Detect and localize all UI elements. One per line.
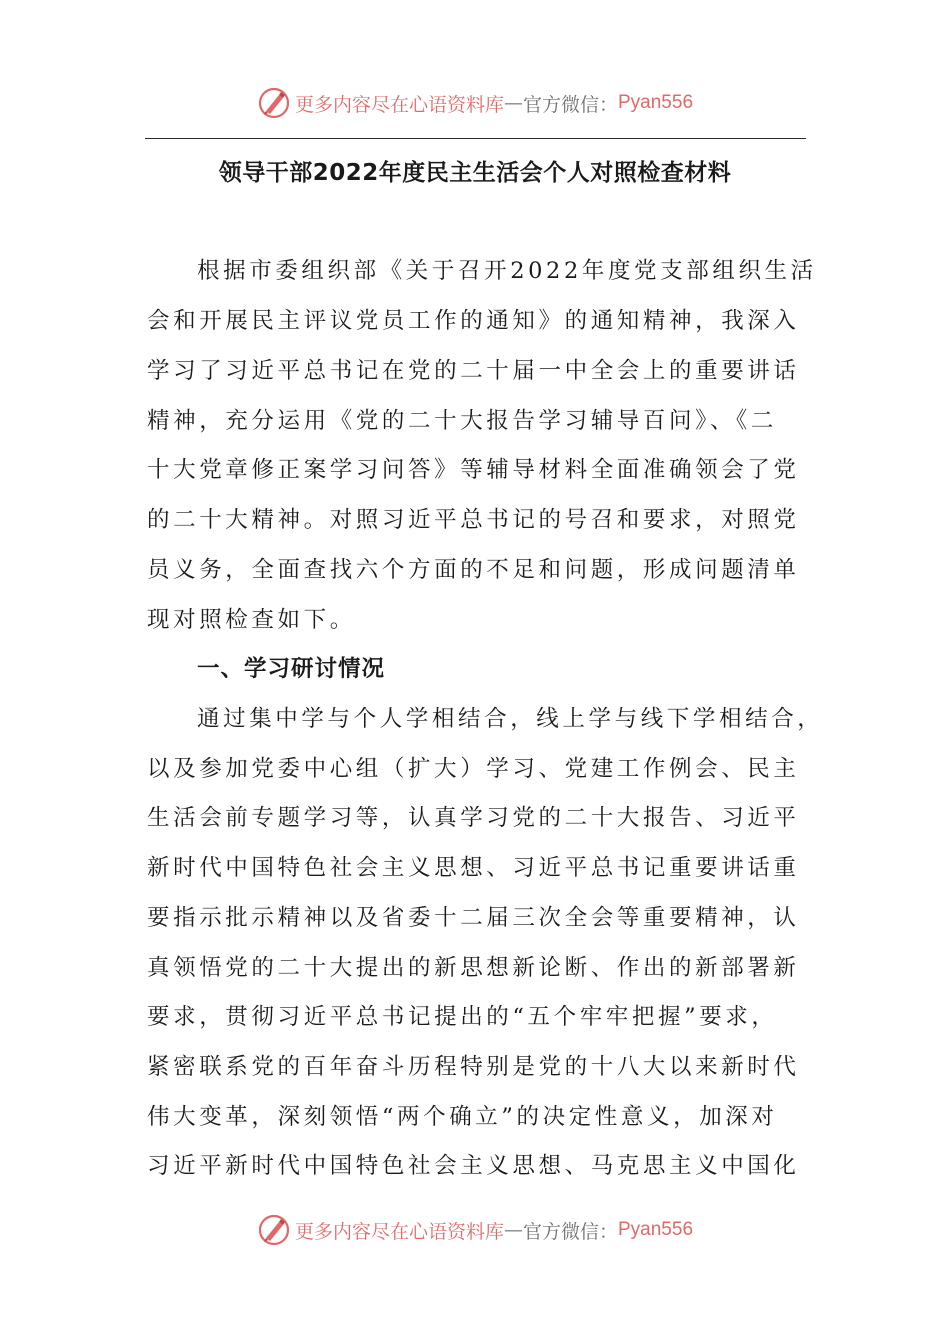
pen-logo-icon <box>257 86 291 120</box>
section-line: 通过集中学与个人学相结合，线上学与线下学相结合， <box>197 706 824 732</box>
intro-line: 精神，充分运用《党的二十大报告学习辅导百问》、《二 <box>147 408 778 434</box>
section-line: 要指示批示精神以及省委十二届三次全会等重要精神，认 <box>147 905 800 931</box>
intro-line: 根据市委组织部《关于召开2022年度党支部组织生活 <box>197 258 817 284</box>
section-line: 紧密联系党的百年奋斗历程特别是党的十八大以来新时代 <box>147 1054 800 1080</box>
watermark-brand: 更多内容尽在心语资料库 <box>294 93 504 116</box>
section-line: 新时代中国特色社会主义思想、习近平总书记重要讲话重 <box>147 855 800 881</box>
section-line: 以及参加党委中心组（扩大）学习、党建工作例会、民主 <box>147 756 800 782</box>
watermark-brand: 更多内容尽在心语资料库 <box>294 1220 504 1243</box>
section-line: 真领悟党的二十大提出的新思想新论断、作出的新部署新 <box>147 955 800 981</box>
watermark-wechat-id: Pyan556 <box>618 92 694 113</box>
footer-watermark <box>0 1213 950 1247</box>
intro-line: 十大党章修正案学习问答》等辅导材料全面准确领会了党 <box>147 457 800 483</box>
header-divider <box>145 138 806 139</box>
section-line: 要求，贯彻习近平总书记提出的“五个牢牢把握”要求， <box>147 1004 778 1030</box>
section-line: 生活会前专题学习等，认真学习党的二十大报告、习近平 <box>147 805 800 831</box>
intro-line: 现对照检查如下。 <box>147 607 356 633</box>
section-line: 习近平新时代中国特色社会主义思想、马克思主义中国化 <box>147 1153 800 1179</box>
header-watermark <box>0 86 950 120</box>
pen-logo-icon <box>257 1213 291 1247</box>
watermark-dash: — <box>503 1219 523 1241</box>
document-title: 领导干部2022年度民主生活会个人对照检查材料 <box>218 160 732 186</box>
watermark-official-label: 官方微信： <box>522 1220 618 1243</box>
watermark-official-label: 官方微信： <box>522 93 618 116</box>
section-heading: 一、学习研讨情况 <box>197 656 386 682</box>
intro-line: 员义务，全面查找六个方面的不足和问题，形成问题清单 <box>147 557 800 583</box>
watermark-wechat-id: Pyan556 <box>618 1219 694 1240</box>
intro-line: 会和开展民主评议党员工作的通知》的通知精神，我深入 <box>147 308 800 334</box>
watermark-dash: — <box>503 92 523 114</box>
intro-line: 的二十大精神。对照习近平总书记的号召和要求，对照党 <box>147 507 800 533</box>
intro-line: 学习了习近平总书记在党的二十届一中全会上的重要讲话 <box>147 358 800 384</box>
section-line: 伟大变革，深刻领悟“两个确立”的决定性意义，加深对 <box>147 1104 778 1130</box>
